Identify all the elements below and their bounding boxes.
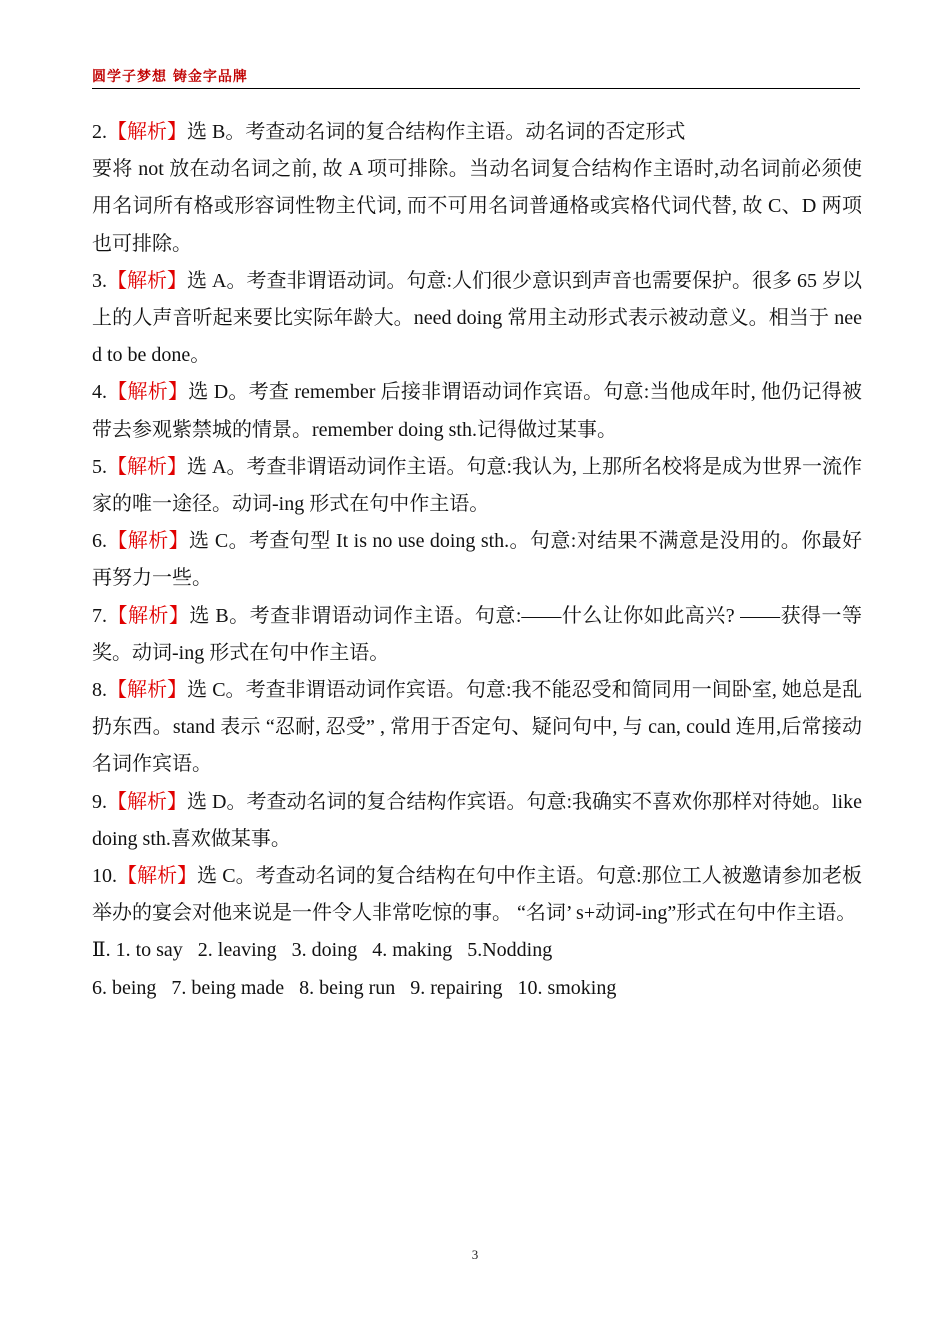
explanation-item-3 [92, 263, 862, 375]
header-slogan: 圆学子梦想 铸金字品牌 [92, 69, 248, 85]
analysis-tag: 【解析】 [107, 679, 188, 702]
analysis-tag: 【解析】 [107, 530, 190, 553]
answer-key-line-2: 6. being 7. being made 8. being run 9. repairing 10. smoking [92, 976, 617, 999]
explanation-item-10 [92, 858, 862, 932]
page-number: 3 [471, 1247, 479, 1262]
item-body: 选 B。考查非谓语动词作主语。句意:——什么让你如此高兴? ——获得一等奖。动词-ing 形式在句中作主语。 [92, 604, 863, 664]
item-number: 7. [92, 604, 107, 627]
explanation-item-7 [92, 598, 862, 672]
item-body: 选 D。考查动名词的复合结构作宾语。句意:我确实不喜欢你那样对待她。like doing sth.喜欢做某事。 [92, 790, 867, 850]
item-body: 选 C。考查句型 It is no use doing sth.。句意:对结果不满意是没用的。你最好再努力一些。 [92, 530, 863, 590]
explanation-item-5 [92, 449, 862, 523]
item-number: 3. [92, 269, 107, 292]
answer-explanations [92, 114, 867, 1007]
explanation-item-2 [92, 114, 862, 263]
item-body: 选 D。考查 remember 后接非谓语动词作宾语。句意:当他成年时, 他仍记得被带去参观紫禁城的情景。remember doing sth.记得做过某事。 [92, 381, 862, 441]
analysis-tag: 【解析】 [107, 604, 190, 627]
analysis-tag: 【解析】 [107, 269, 187, 292]
explanation-item-8 [92, 672, 862, 784]
item-number: 2. [92, 121, 107, 143]
item-body: 选 B。考查动名词的复合结构作主语。动名词的否定形式 要将 not 放在动名词之前, 故 A 项可排除。当动名词复合结构作主语时,动名词前必须使用名词所有格或形容词性物主代词, 而不可用名词普通格或宾格代词代替, 故 C、D 两项也可排除。 [92, 121, 862, 255]
answer-key-line-1: Ⅱ. 1. to say 2. leaving 3. doing 4. making 5.Nodding [92, 939, 553, 962]
explanation-item-9 [92, 784, 867, 858]
analysis-tag: 【解析】 [107, 790, 187, 813]
analysis-tag: 【解析】 [117, 865, 198, 888]
item-body: 选 C。考查动名词的复合结构在句中作主语。句意:那位工人被邀请参加老板举办的宴会对他来说是一件令人非常吃惊的事。 “名词’ s+动词-ing”形式在句中作主语。 [92, 865, 862, 925]
item-number: 4. [92, 381, 107, 404]
item-body: 选 A。考查非谓语动词。句意:人们很少意识到声音也需要保护。很多 65 岁以上的人声音听起来要比实际年龄大。need doing 常用主动形式表示被动意义。相当于 need to be done。 [92, 269, 862, 367]
explanation-item-4 [92, 374, 862, 448]
explanation-item-6 [92, 523, 862, 597]
analysis-tag: 【解析】 [107, 121, 187, 143]
item-number: 9. [92, 790, 107, 813]
item-body: 选 C。考查非谓语动词作宾语。句意:我不能忍受和简同用一间卧室, 她总是乱扔东西。stand 表示 “忍耐, 忍受” , 常用于否定句、疑问句中, 与 can, could 连用,后常接动名词作宾语。 [92, 679, 862, 776]
page-header [92, 64, 860, 89]
item-number: 10. [92, 865, 117, 888]
item-number: 6. [92, 530, 107, 553]
item-number: 5. [92, 455, 107, 478]
analysis-tag: 【解析】 [107, 455, 187, 478]
analysis-tag: 【解析】 [107, 381, 189, 404]
item-body: 选 A。考查非谓语动词作主语。句意:我认为, 上那所名校将是成为世界一流作家的唯一途径。动词-ing 形式在句中作主语。 [92, 455, 862, 516]
item-number: 8. [92, 679, 107, 702]
